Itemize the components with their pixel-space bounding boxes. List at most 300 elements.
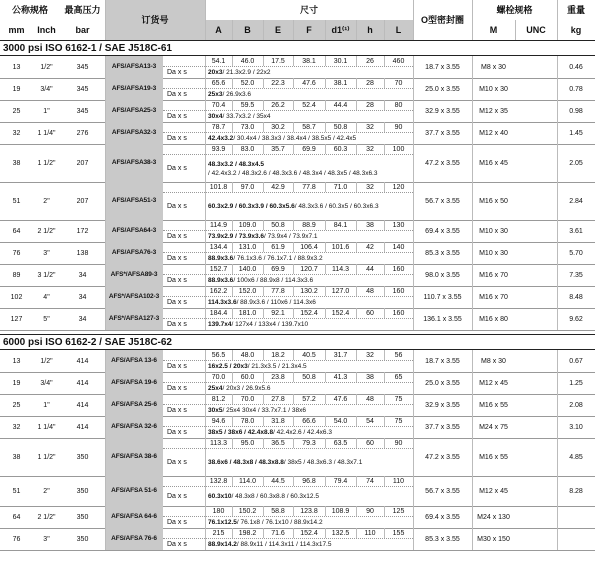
cell-dim-d1: 41.3 bbox=[333, 373, 348, 381]
cell-oring: 85.3 x 3.55 bbox=[425, 249, 460, 257]
column-divider bbox=[105, 56, 106, 330]
column-divider bbox=[384, 264, 385, 274]
cell-mm: 25 bbox=[12, 107, 21, 115]
alternate-pipe-sizes: / 20x3 / 26.9x5.6 bbox=[222, 385, 271, 392]
cell-bar: 414 bbox=[76, 401, 89, 409]
column-divider bbox=[263, 438, 264, 448]
column-divider bbox=[293, 242, 294, 252]
cell-pipe-sizes bbox=[205, 426, 413, 438]
cell-bar: 350 bbox=[76, 453, 89, 461]
cell-dim-h: 38 bbox=[366, 373, 374, 381]
cell-dim-A: 78.7 bbox=[211, 123, 226, 131]
cell-bar: 34 bbox=[78, 271, 87, 279]
cell-mm: 13 bbox=[12, 357, 21, 365]
cell-pipe-sizes bbox=[205, 448, 413, 476]
cell-bar: 350 bbox=[76, 535, 89, 543]
column-divider bbox=[263, 264, 264, 274]
cell-order-code: AFS/AFSA 51-6 bbox=[105, 476, 163, 506]
column-divider bbox=[232, 182, 233, 192]
column-divider bbox=[293, 416, 294, 426]
alternate-pipe-sizes: / 100x6 / 88.9x8 / 114.3x3.6 bbox=[233, 277, 314, 284]
cell-pipe-sizes bbox=[205, 360, 413, 372]
column-divider bbox=[384, 78, 385, 88]
preferred-pipe-size: 30x5 bbox=[208, 407, 223, 414]
cell-pipe-sizes bbox=[205, 88, 413, 100]
column-divider bbox=[263, 20, 264, 40]
cell-pipe-sizes bbox=[205, 230, 413, 242]
cell-dim-F: 52.4 bbox=[302, 101, 316, 109]
cell-order-code: AFS/AFSA51-3 bbox=[105, 182, 163, 220]
alternate-pipe-sizes: / 48.3x8 / 60.3x8.8 / 60.3x12.5 bbox=[231, 493, 319, 500]
header-bar: bar bbox=[75, 24, 90, 35]
cell-bar: 350 bbox=[76, 487, 89, 495]
column-divider bbox=[232, 220, 233, 230]
cell-oring: 69.4 x 3.55 bbox=[425, 513, 460, 521]
column-divider bbox=[232, 350, 233, 360]
cell-dim-E: 58.8 bbox=[271, 507, 285, 515]
cell-dim-d1: 108.9 bbox=[331, 507, 350, 515]
cell-dim-A: 162.2 bbox=[209, 287, 228, 295]
preferred-pipe-size: 48.3x3.2 / 48.3x4.5 bbox=[208, 160, 265, 168]
column-divider bbox=[472, 0, 473, 40]
cell-dim-d1: 101.6 bbox=[331, 243, 350, 251]
cell-weight: 8.28 bbox=[569, 487, 583, 495]
column-divider bbox=[356, 100, 357, 110]
alternate-pipe-sizes: / 26.9x3.6 bbox=[222, 91, 252, 98]
cell-dim-F: 96.8 bbox=[302, 477, 316, 485]
column-divider bbox=[293, 506, 294, 516]
cell-pipe-sizes bbox=[205, 382, 413, 394]
alternate-pipe-sizes: / 21.3x3.5 / 21.3x4.5 bbox=[247, 363, 307, 370]
alternate-pipe-sizes: / 127x4 / 133x4 / 139.7x10 bbox=[231, 321, 309, 328]
cell-dim-B: 140.0 bbox=[238, 265, 257, 273]
column-divider bbox=[557, 56, 558, 330]
column-divider bbox=[293, 394, 294, 404]
column-divider bbox=[325, 122, 326, 132]
cell-bolt: M12 x 45 bbox=[479, 379, 508, 387]
cell-dim-d1: 47.6 bbox=[333, 395, 348, 403]
cell-dim-h: 32 bbox=[366, 145, 374, 153]
column-divider bbox=[263, 100, 264, 110]
cell-dim-d1: 30.1 bbox=[333, 57, 348, 65]
column-divider bbox=[356, 350, 357, 360]
cell-weight: 2.08 bbox=[569, 401, 583, 409]
cell-dim-F: 38.1 bbox=[302, 57, 316, 65]
column-divider bbox=[205, 0, 206, 40]
preferred-pipe-size: 25x4 bbox=[208, 385, 223, 392]
column-divider bbox=[263, 308, 264, 318]
column-divider bbox=[263, 286, 264, 296]
column-divider bbox=[263, 122, 264, 132]
cell-bar: 414 bbox=[76, 379, 89, 387]
cell-dim-B: 150.2 bbox=[238, 507, 257, 515]
cell-weight: 0.98 bbox=[569, 107, 583, 115]
header-bolt: 螺栓规格 bbox=[496, 4, 533, 15]
column-divider bbox=[384, 438, 385, 448]
cell-da-x-s: Da x s bbox=[163, 110, 205, 122]
cell-da-x-s: Da x s bbox=[163, 382, 205, 394]
cell-da-x-s: Da x s bbox=[163, 426, 205, 438]
header-dim-E: E bbox=[263, 20, 293, 40]
column-divider bbox=[263, 528, 264, 538]
cell-dim-L: 160 bbox=[392, 265, 405, 273]
cell-da-x-s: Da x s bbox=[163, 404, 205, 416]
cell-weight: 5.70 bbox=[569, 249, 583, 257]
header-bolt-m: M bbox=[489, 24, 498, 35]
header-max-pressure: 最高压力 bbox=[64, 4, 101, 15]
header-weight: 重量 bbox=[566, 4, 585, 15]
cell-mm: 76 bbox=[12, 535, 21, 543]
column-divider bbox=[293, 438, 294, 448]
cell-dim-h: 60 bbox=[366, 309, 374, 317]
column-divider bbox=[325, 20, 326, 40]
cell-da-x-s: Da x s bbox=[163, 230, 205, 242]
column-divider bbox=[293, 182, 294, 192]
cell-oring: 98.0 x 3.55 bbox=[425, 271, 460, 279]
cell-inch: 5" bbox=[43, 315, 50, 323]
cell-dim-d1: 31.7 bbox=[333, 351, 348, 359]
cell-weight bbox=[557, 506, 595, 528]
cell-order-code: AFS*/AFSA102-3 bbox=[105, 286, 163, 308]
column-divider bbox=[293, 20, 294, 40]
cell-dim-E: 26.2 bbox=[271, 101, 285, 109]
cell-pipe-sizes bbox=[205, 252, 413, 264]
cell-dim-E: 42.9 bbox=[271, 183, 285, 191]
cell-dim-B: 78.0 bbox=[240, 417, 255, 425]
cell-inch: 2" bbox=[43, 487, 50, 495]
cell-bar: 350 bbox=[76, 513, 89, 521]
cell-dim-L: 160 bbox=[392, 309, 405, 317]
alternate-pipe-sizes: / 88.9x3.6 / 110x6 / 114.3x6 bbox=[236, 299, 316, 306]
cell-dim-h: 48 bbox=[366, 287, 374, 295]
cell-pipe-sizes bbox=[205, 516, 413, 528]
cell-pipe-sizes bbox=[205, 110, 413, 122]
header-oring: O型密封圈 bbox=[420, 14, 464, 25]
cell-dim-B: 52.0 bbox=[240, 79, 255, 87]
cell-mm: 127 bbox=[10, 315, 23, 323]
header-dim-A: A bbox=[205, 20, 232, 40]
preferred-pipe-size: 16x2.5 / 20x3 bbox=[208, 363, 248, 370]
cell-dim-L: 90 bbox=[394, 123, 403, 131]
column-divider bbox=[356, 264, 357, 274]
column-divider bbox=[325, 476, 326, 486]
column-divider bbox=[356, 144, 357, 154]
cell-oring: 110.7 x 3.55 bbox=[423, 293, 462, 301]
column-divider bbox=[325, 438, 326, 448]
cell-dim-B: 83.0 bbox=[240, 145, 255, 153]
cell-da-x-s: Da x s bbox=[163, 516, 205, 528]
column-divider bbox=[356, 242, 357, 252]
column-divider bbox=[325, 144, 326, 154]
cell-dim-B: 114.0 bbox=[239, 477, 256, 485]
preferred-pipe-size: 76.1x12.5 bbox=[208, 519, 237, 526]
cell-dim-A: 184.4 bbox=[209, 309, 228, 317]
alternate-pipe-sizes: / 30.4x4 / 38.3x3 / 38.4x4 / 38.5x5 / 42.4x5 bbox=[233, 135, 357, 142]
column-divider bbox=[356, 506, 357, 516]
column-divider bbox=[472, 350, 473, 550]
cell-mm: 32 bbox=[12, 423, 21, 431]
column-divider bbox=[263, 416, 264, 426]
cell-dim-E: 71.6 bbox=[271, 529, 285, 537]
cell-dim-A: 81.2 bbox=[211, 395, 226, 403]
cell-dim-h: 28 bbox=[366, 79, 374, 87]
cell-dim-A: 132.8 bbox=[209, 477, 228, 485]
cell-oring: 18.7 x 3.55 bbox=[425, 63, 460, 71]
cell-dim-d1: 152.4 bbox=[331, 309, 350, 317]
column-divider bbox=[557, 0, 558, 40]
column-divider bbox=[325, 394, 326, 404]
cell-bolt: M16 x 70 bbox=[479, 293, 508, 301]
preferred-pipe-size: 42.4x3.2 bbox=[208, 135, 234, 142]
header-mm: mm bbox=[8, 24, 25, 35]
column-divider bbox=[325, 220, 326, 230]
column-divider bbox=[263, 56, 264, 66]
cell-weight: 7.35 bbox=[569, 271, 583, 279]
preferred-pipe-size: 88.9x3.6 bbox=[208, 277, 234, 284]
cell-pipe-sizes bbox=[205, 192, 413, 220]
alternate-pipe-sizes: / 76.1x3.6 / 76.1x7.1 / 88.9x3.2 bbox=[233, 255, 323, 262]
cell-dim-L: 110 bbox=[392, 477, 405, 485]
column-divider bbox=[384, 122, 385, 132]
preferred-pipe-size: 60.3x2.9 / 60.3x3.9 / 60.3x5.6 bbox=[208, 203, 295, 210]
cell-weight bbox=[557, 528, 595, 550]
cell-dim-B: 59.5 bbox=[240, 101, 255, 109]
cell-order-code: AFS*/AFSA89-3 bbox=[105, 264, 163, 286]
cell-dim-d1: 71.0 bbox=[333, 183, 348, 191]
cell-dim-d1: 84.1 bbox=[333, 221, 348, 229]
cell-pipe-sizes bbox=[205, 538, 413, 550]
column-divider bbox=[356, 416, 357, 426]
cell-bar: 345 bbox=[76, 63, 89, 71]
cell-weight: 0.67 bbox=[569, 357, 583, 365]
cell-order-code: AFS/AFSA64-3 bbox=[105, 220, 163, 242]
cell-bar: 414 bbox=[76, 423, 89, 431]
column-divider bbox=[105, 0, 106, 40]
column-divider bbox=[232, 476, 233, 486]
column-divider bbox=[325, 264, 326, 274]
cell-bolt: M8 x 30 bbox=[481, 63, 506, 71]
cell-dim-E: 31.8 bbox=[271, 417, 285, 425]
column-divider bbox=[384, 476, 385, 486]
cell-bolt: M10 x 30 bbox=[479, 227, 508, 235]
header-dim-h: h bbox=[356, 20, 384, 40]
cell-da-x-s: Da x s bbox=[163, 274, 205, 286]
column-divider bbox=[232, 78, 233, 88]
cell-bar: 207 bbox=[76, 197, 89, 205]
cell-oring: 69.4 x 3.55 bbox=[425, 227, 460, 235]
cell-order-code: AFS/AFSA 76-6 bbox=[105, 528, 163, 550]
cell-dim-A: 54.1 bbox=[211, 57, 226, 65]
cell-dim-d1: 127.0 bbox=[331, 287, 350, 295]
cell-order-code: AFS/AFSA 13-6 bbox=[105, 350, 163, 372]
preferred-pipe-size: 73.9x2.9 / 73.9x3.6 bbox=[208, 233, 265, 240]
cell-dim-F: 57.2 bbox=[302, 395, 316, 403]
column-divider bbox=[293, 476, 294, 486]
column-divider bbox=[356, 476, 357, 486]
column-divider bbox=[232, 242, 233, 252]
cell-dim-A: 152.7 bbox=[209, 265, 228, 273]
cell-dim-E: 27.8 bbox=[271, 395, 285, 403]
cell-weight: 3.61 bbox=[569, 227, 583, 235]
header-dim-d1: d1⁽¹⁾ bbox=[325, 20, 356, 40]
column-divider bbox=[384, 100, 385, 110]
cell-bolt: M16 x 55 bbox=[479, 401, 508, 409]
cell-dim-d1: 50.8 bbox=[333, 123, 348, 131]
cell-bar: 414 bbox=[76, 357, 89, 365]
cell-oring: 85.3 x 3.55 bbox=[425, 535, 460, 543]
cell-inch: 1 1/2" bbox=[37, 159, 56, 167]
header-inch: Inch bbox=[37, 24, 56, 35]
column-divider bbox=[325, 100, 326, 110]
column-divider bbox=[232, 264, 233, 274]
cell-inch: 4" bbox=[43, 293, 50, 301]
column-divider bbox=[293, 56, 294, 66]
header-dim-F: F bbox=[293, 20, 325, 40]
cell-bar: 345 bbox=[76, 107, 89, 115]
cell-inch: 3/4" bbox=[40, 379, 53, 387]
cell-dim-L: 140 bbox=[392, 243, 405, 251]
cell-dim-F: 40.5 bbox=[302, 351, 316, 359]
column-divider bbox=[263, 182, 264, 192]
cell-bar: 138 bbox=[76, 249, 89, 257]
preferred-pipe-size: 60.3x10 bbox=[208, 493, 232, 500]
alternate-pipe-sizes: / 25x4 30x4 / 33.7x7.1 / 38x6 bbox=[222, 407, 306, 414]
column-divider bbox=[356, 286, 357, 296]
column-divider bbox=[384, 286, 385, 296]
column-divider bbox=[232, 528, 233, 538]
cell-dim-F: 58.7 bbox=[302, 123, 316, 131]
column-divider bbox=[205, 350, 206, 550]
alternate-pipe-sizes: / 48.3x3.6 / 60.3x5 / 60.3x6.3 bbox=[294, 203, 379, 210]
column-divider bbox=[356, 372, 357, 382]
cell-bar: 172 bbox=[76, 227, 89, 235]
column-divider bbox=[325, 78, 326, 88]
cell-inch: 3/4" bbox=[40, 85, 53, 93]
column-divider bbox=[472, 56, 473, 330]
cell-oring: 25.0 x 3.55 bbox=[425, 85, 460, 93]
cell-dim-d1: 60.3 bbox=[333, 145, 348, 153]
alternate-pipe-sizes: / 88.9x11 / 114.3x11 / 114.3x17.5 bbox=[236, 541, 332, 548]
cell-dim-L: 56 bbox=[394, 351, 403, 359]
cell-bar: 345 bbox=[76, 85, 89, 93]
cell-mm: 13 bbox=[12, 63, 21, 71]
cell-dim-L: 80 bbox=[394, 101, 403, 109]
cell-dim-F: 77.8 bbox=[302, 183, 316, 191]
cell-dim-h: 90 bbox=[366, 507, 374, 515]
cell-da-x-s: Da x s bbox=[163, 296, 205, 308]
preferred-pipe-size: 114.3x3.6 bbox=[208, 299, 237, 306]
cell-bolt: M12 x 40 bbox=[479, 129, 508, 137]
cell-mm: 76 bbox=[12, 249, 21, 257]
cell-pipe-sizes bbox=[205, 66, 413, 78]
column-divider bbox=[293, 122, 294, 132]
column-divider bbox=[232, 286, 233, 296]
cell-bolt: M24 x 75 bbox=[479, 423, 508, 431]
alternate-pipe-sizes: / 42.4x3.2 / 48.3x2.6 / 48.3x3.6 / 48.3x4 / 48.3x5 / 48.3x6.3 bbox=[208, 169, 378, 177]
cell-order-code: AFS/AFSA 19-6 bbox=[105, 372, 163, 394]
cell-inch: 2" bbox=[43, 197, 50, 205]
cell-dim-B: 152.0 bbox=[238, 287, 257, 295]
cell-weight: 2.05 bbox=[569, 159, 583, 167]
column-divider bbox=[263, 350, 264, 360]
cell-dim-F: 69.9 bbox=[302, 145, 316, 153]
preferred-pipe-size: 30x4 bbox=[208, 113, 223, 120]
column-divider bbox=[232, 372, 233, 382]
cell-da-x-s: Da x s bbox=[163, 318, 205, 330]
cell-dim-B: 70.0 bbox=[240, 395, 255, 403]
header-dimensions: 尺寸 bbox=[299, 4, 318, 15]
cell-oring: 56.7 x 3.55 bbox=[425, 197, 460, 205]
cell-order-code: AFS/AFSA76-3 bbox=[105, 242, 163, 264]
cell-oring: 32.9 x 3.55 bbox=[425, 401, 460, 409]
cell-order-code: AFS/AFSA13-3 bbox=[105, 56, 163, 78]
cell-bar: 34 bbox=[78, 315, 87, 323]
cell-dim-L: 120 bbox=[392, 183, 405, 191]
cell-dim-L: 75 bbox=[394, 417, 403, 425]
cell-da-x-s: Da x s bbox=[163, 486, 205, 506]
column-divider bbox=[325, 286, 326, 296]
header-dim-B: B bbox=[232, 20, 263, 40]
cell-dim-B: 48.0 bbox=[240, 351, 255, 359]
cell-oring: 18.7 x 3.55 bbox=[425, 357, 460, 365]
column-divider bbox=[232, 100, 233, 110]
cell-dim-F: 47.6 bbox=[302, 79, 316, 87]
cell-weight: 2.84 bbox=[569, 197, 583, 205]
column-divider bbox=[232, 438, 233, 448]
cell-dim-F: 66.6 bbox=[302, 417, 316, 425]
cell-dim-E: 61.9 bbox=[271, 243, 285, 251]
cell-order-code: AFS/AFSA 25-6 bbox=[105, 394, 163, 416]
cell-dim-A: 180 bbox=[212, 507, 225, 515]
cell-dim-A: 70.4 bbox=[211, 101, 226, 109]
cell-dim-h: 32 bbox=[366, 183, 374, 191]
row-divider bbox=[0, 550, 595, 551]
cell-dim-d1: 132.5 bbox=[331, 529, 350, 537]
header-dim-L: L bbox=[384, 20, 413, 40]
cell-dim-A: 56.5 bbox=[211, 351, 226, 359]
cell-dim-d1: 38.1 bbox=[333, 79, 348, 87]
column-divider bbox=[263, 78, 264, 88]
cell-dim-E: 18.2 bbox=[271, 351, 285, 359]
column-divider bbox=[384, 144, 385, 154]
preferred-pipe-size: 88.9x14.2 bbox=[208, 541, 237, 548]
cell-oring: 32.9 x 3.55 bbox=[425, 107, 460, 115]
cell-da-x-s: Da x s bbox=[163, 132, 205, 144]
cell-dim-L: 75 bbox=[394, 395, 403, 403]
column-divider bbox=[205, 56, 206, 330]
cell-da-x-s: Da x s bbox=[163, 538, 205, 550]
cell-dim-E: 69.9 bbox=[271, 265, 285, 273]
cell-dim-d1: 63.5 bbox=[333, 439, 348, 447]
cell-order-code: AFS/AFSA38-3 bbox=[105, 144, 163, 182]
column-divider bbox=[325, 308, 326, 318]
cell-dim-A: 101.8 bbox=[209, 183, 228, 191]
cell-dim-h: 48 bbox=[366, 395, 374, 403]
cell-dim-h: 28 bbox=[366, 101, 374, 109]
cell-dim-B: 198.2 bbox=[238, 529, 257, 537]
cell-dim-d1: 54.0 bbox=[333, 417, 348, 425]
header-kg: kg bbox=[570, 24, 582, 35]
cell-dim-L: 155 bbox=[392, 529, 405, 537]
cell-dim-E: 17.5 bbox=[271, 57, 285, 65]
column-divider bbox=[232, 394, 233, 404]
cell-pipe-sizes bbox=[205, 318, 413, 330]
cell-bolt: M16 x 45 bbox=[479, 159, 508, 167]
cell-bolt: M16 x 80 bbox=[479, 315, 508, 323]
column-divider bbox=[413, 350, 414, 550]
cell-inch: 1/2" bbox=[40, 357, 53, 365]
column-divider bbox=[232, 308, 233, 318]
